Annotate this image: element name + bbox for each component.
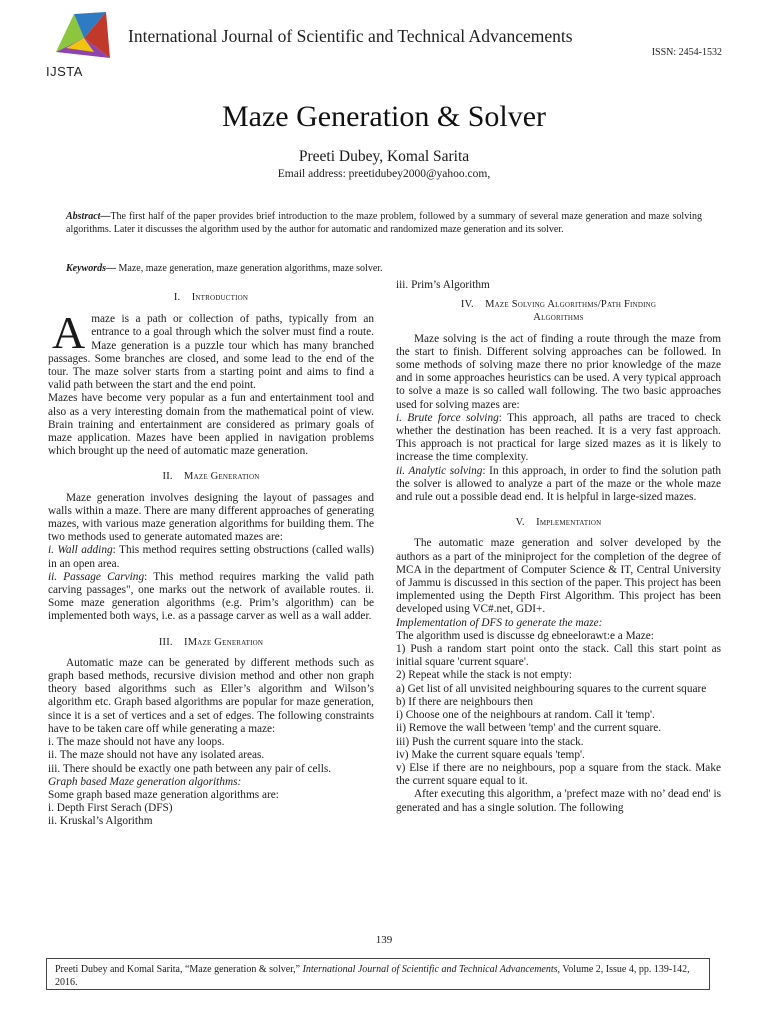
graph-algorithms-subheading: Graph based Maze generation algorithms: [48,775,242,788]
section-heading-imaze-generation: III. IMaze Generation [158,636,264,648]
constraint-2: ii. The maze should not have any isolated areas. [48,749,265,762]
algorithm-step-iii: iii) Push the current square into the stack. [396,735,584,748]
page-number: 139 [375,934,393,946]
graph-algorithms-intro: Some graph based maze generation algorithms are: [48,788,279,801]
section-heading-implementation: V. Implementation [515,517,602,529]
implementation-paragraph: The automatic maze generation and solver developed by the authors as a part of the miniproject for the completion of the degree of MCA in the department of Computer Science & IT, Central University of Jammu is discussed in this section of the paper. This project has been implemented using the Depth First Algorithm. This project has been developed using VC#.net, GDI+. [396,537,721,616]
logo-text: IJSTA [46,64,83,79]
algorithm-prims: iii. Prim’s Algorithm [396,279,490,291]
passage-carving-item: ii. Passage Carving: This method requires marking the valid path carving passages", one marks out the network of available routes. ii. Some maze generation algorithms (e.g. Prim’s algorithm) can be implemented both ways, i.e. as a passage carver as well as a wall adder. [48,570,374,623]
algorithm-intro: The algorithm used is discusse dg ebneelorawt:e a Maze: [396,629,654,642]
keywords [66,262,702,275]
algorithm-step-v: v) Else if there are no neighbours, pop a square from the stack. Make the current square equal to it. [396,761,721,788]
wall-adding-item: i. Wall adding: This method requires setting obstructions (called walls) in an open area. [48,544,375,570]
right-column [396,279,721,815]
section-heading-maze-generation: II. Maze Generation [162,471,260,483]
algorithm-step-a: a) Get list of all unvisited neighbouring squares to the current square [396,682,707,695]
keywords-text: Maze, maze generation, maze generation algorithms, maze solver. [116,263,383,274]
algorithm-step-1: 1) Push a random start point onto the stack. Call this start point as initial square 'current square'. [396,643,721,669]
analytic-solving-item: ii. Analytic solving: In this approach, in order to find the solution path the solver is allowed to analyze a part of the maze or the whole maze and rule out a possible dead end. It is helpful in large-sized mazes. [396,464,721,504]
algorithm-dfs: i. Depth First Serach (DFS) [48,802,173,815]
drop-cap: A [52,307,86,359]
abstract-text: The first half of the paper provides brief introduction to the maze problem, followed by a summary of several maze generation and maze solving algorithms. Later it discusses the algorithm used by the author for automatic and randomized maze generation and its solver. [66,211,702,235]
algorithm-step-b: b) If there are neighbours then [396,695,534,708]
brute-force-item: i. Brute force solving: This approach, all paths are traced to check whether the destination has been reached. It is a very fast approach. This approach is not practical for large sized mazes as it is likely to increase the time complexity. [396,411,721,464]
paper-title: Maze Generation & Solver [221,100,547,133]
paper-authors: Preeti Dubey, Komal Sarita [298,148,470,165]
closing-paragraph: After executing this algorithm, a 'prefect maze with no’ dead end' is generated and has a single solution. The following [396,788,721,814]
abstract-label: Abstract— [66,211,111,222]
algorithm-step-iv: iv) Make the current square equals 'temp'. [396,748,585,761]
keywords-label: Keywords— [66,263,116,274]
intro-paragraph-1: Amaze is a path or collection of paths, typically from an entrance to a goal through which the solver must find a route. Maze generation is a puzzle tour which has many branched passages. Some branches are closed, and some lead to the end of the tour. The maze solver starts from a starting point and aims to find a valid path between the start and the end point. [48,307,374,392]
author-email: Email address: preetidubey2000@yahoo.com, [277,168,491,180]
section-heading-maze-solving-line2: Algorithms [533,312,584,324]
constraint-1: i. The maze should not have any loops. [48,736,225,749]
maze-solving-paragraph: Maze solving is the act of finding a route through the maze from the start to finish. Different solving approaches can be followed. In some methods of solving maze there no prior knowledge of the maze and in some approaches heuristics can be used. A very typical approach to solve a maze is so called wall following. The two basic approaches used for solving mazes are: [396,332,721,411]
citation-box: Preeti Dubey and Komal Sarita, “Maze generation & solver,” International Journal of Scientific and Technical Advancements, Volume 2, Issue 4, pp. 139-142, 2016. [46,958,710,990]
constraint-3: iii. There should be exactly one path between any pair of cells. [48,762,332,775]
abstract [66,210,702,236]
algorithm-step-ii: ii) Remove the wall between 'temp' and the current square. [396,722,662,735]
algorithm-step-i: i) Choose one of the neighbours at random. Call it 'temp'. [396,709,655,722]
section-heading-introduction: I. Introduction [173,292,249,303]
issn: ISSN: 2454-1532 [651,47,722,58]
section-heading-maze-solving: IV. Maze Solving Algorithms/Path Finding [460,299,657,311]
algorithm-kruskal: ii. Kruskal’s Algorithm [48,815,153,828]
algorithm-step-2: 2) Repeat while the stack is not empty: [396,669,573,682]
journal-name: International Journal of Scientific and Technical Advancements [128,26,573,46]
left-column [48,291,374,829]
dfs-subheading: Implementation of DFS to generate the maze: [396,616,603,629]
maze-generation-paragraph: Maze generation involves designing the layout of passages and walls within a maze. There are many different approaches of generating mazes, with various maze generation algorithms for building them. The two methods used to generate automated mazes are: [48,491,374,544]
imaze-paragraph: Automatic maze can be generated by different methods such as graph based methods, recursive division method and other non graph theory based algorithms such as Eller’s algorithm and Wilson’s algorithm etc. Graph based algorithms are popular for maze generation, since it is a set of vertices and a set of edges. The following constraints have to be taken care off while generating a maze: [48,656,374,735]
intro-paragraph-2: Mazes have become very popular as a fun and entertainment tool and also as a very interesting domain from the mathematical point of view. Brain training and entertainment are considered as primary goals of maze application. Mazes have been applied in navigation problems which brought up the need of automatic maze generation. [48,392,374,458]
